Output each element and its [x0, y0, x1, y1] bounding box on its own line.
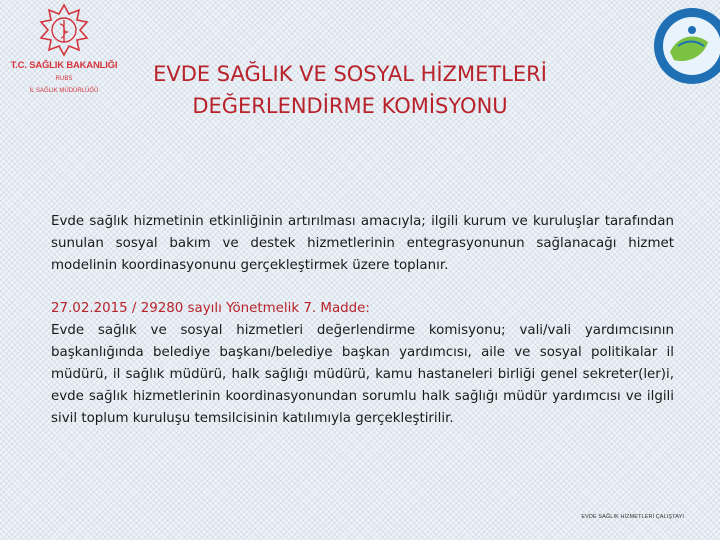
slide-title	[130, 58, 570, 122]
ministry-subtitle: RUBS	[55, 76, 73, 82]
ministry-directorate: İL SAĞLIK MÜDÜRLÜĞÜ	[29, 88, 99, 94]
regulation-heading: 27.02.2015 / 29280 sayılı Yönetmelik 7. Madde:	[51, 301, 370, 316]
intro-paragraph: Evde sağlık hizmetinin etkinliğinin artırılması amacıyla; ilgili kurum ve kuruluşlar tarafından sunulan sosyal bakım ve destek hizmetlerinin entegrasyonunun sağlanacağı hizmet modelinin koordinasyonunu gerçekleştirmek üzere toplanır.	[51, 214, 674, 273]
home-health-emblem-icon	[648, 6, 720, 86]
ministry-name: T.C. SAĞLIK BAKANLIĞI	[10, 60, 118, 71]
regulation-paragraph: Evde sağlık ve sosyal hizmetleri değerlendirme komisyonu; vali/vali yardımcısının başkanlığında belediye başkanı/belediye başkan yardımcısı, aile ve sosyal politikalar il müdürü, il sağlık müdürü, halk sağlığı müdürü, kamu hastaneleri birliği genel sekreter(ler)i, evde sağlık hizmetlerinin koordinasyonundan sorumlu halk sağlığı müdür yardımcısı ve ilgili sivil toplum kuruluşu temsilcisinin katılımıyla gerçekleştirilir.	[51, 323, 674, 426]
title-line-1: EVDE SAĞLIK VE SOSYAL HİZMETLERİ	[153, 62, 547, 86]
title-line-2: DEĞERLENDİRME KOMİSYONU	[192, 94, 508, 118]
footer-text: EVDE SAĞLIK HİZMETLERİ ÇALIŞTAYI	[581, 514, 684, 520]
ministry-logo	[0, 0, 130, 110]
home-health-logo	[648, 6, 720, 86]
ministry-emblem-icon	[27, 2, 101, 60]
